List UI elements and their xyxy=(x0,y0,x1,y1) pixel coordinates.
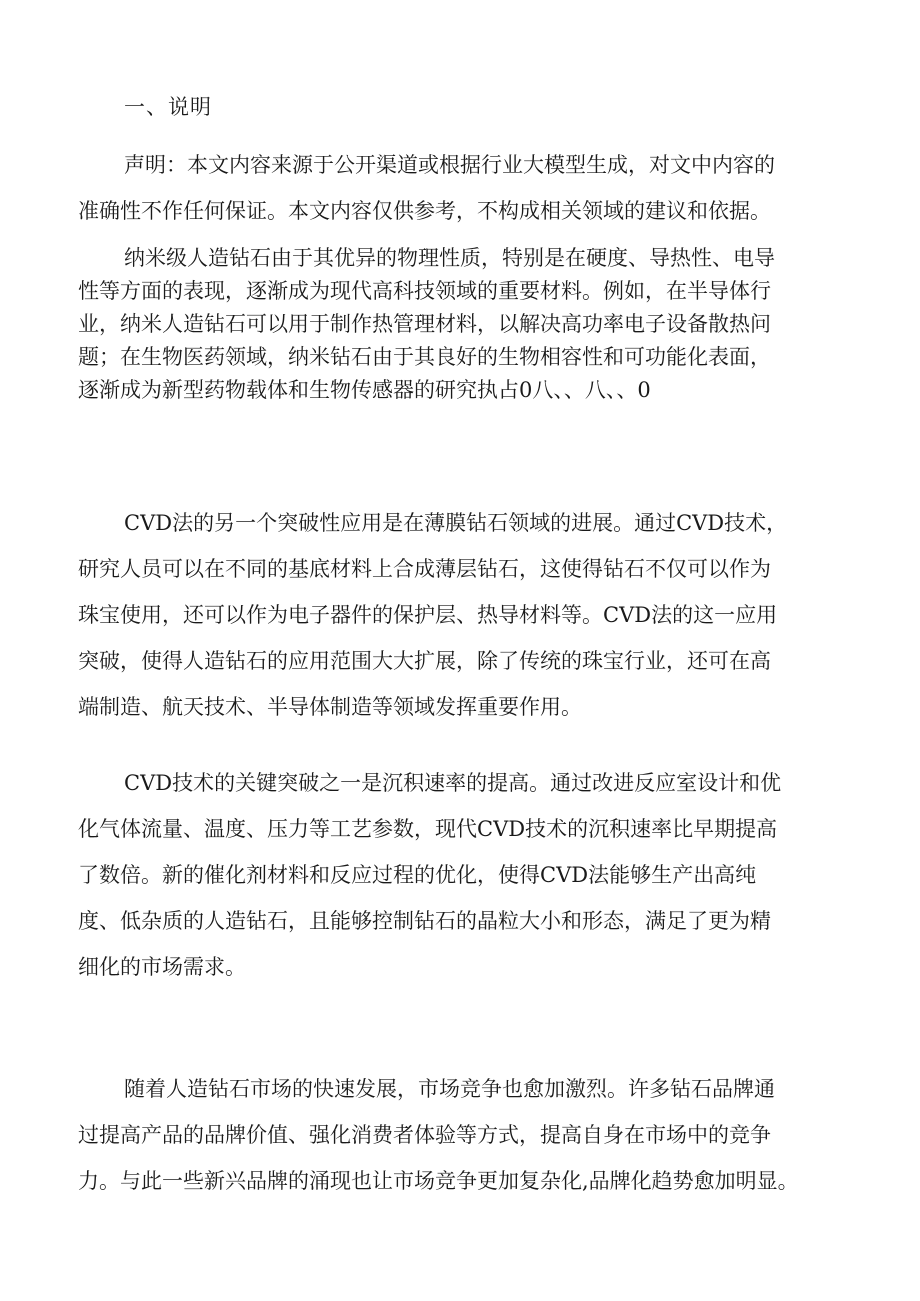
disclaimer-paragraph xyxy=(78,142,848,234)
paragraph-line: 珠宝使用，还可以作为电子器件的保护层、热导材料等。CVD法的这一应用 xyxy=(78,603,778,627)
paragraph-line: 化气体流量、温度、压力等工艺参数，现代CVD技术的沉积速率比早期提高 xyxy=(78,817,778,841)
paragraph-line: 纳米级人造钻石由于其优异的物理性质，特别是在硬度、导热性、电导 xyxy=(124,246,775,270)
paragraph-line: 随着人造钻石市场的快速发展，市场竞争也愈加激烈。许多钻石品牌通 xyxy=(124,1077,775,1101)
market-competition-paragraph xyxy=(78,1066,848,1204)
paragraph-line: 过提高产品的品牌价值、强化消费者体验等方式，提高自身在市场中的竞争 xyxy=(78,1123,771,1147)
cvd-deposition-paragraph xyxy=(78,760,848,990)
paragraph-line: 准确性不作任何保证。本文内容仅供参考，不构成相关领域的建议和依据。 xyxy=(78,199,771,223)
paragraph-line: 声明：本文内容来源于公开渠道或根据行业大模型生成，对文中内容的 xyxy=(124,153,775,177)
section-heading: 一、说明 xyxy=(124,95,212,119)
paragraph-line: CVD技术的关键突破之一是沉积速率的提高。通过改进反应室设计和优 xyxy=(124,771,782,795)
paragraph-line: CVD法的另一个突破性应用是在薄膜钻石领域的进展。通过CVD技术， xyxy=(124,511,788,535)
paragraph-line: 逐渐成为新型药物载体和生物传感器的研究执占0八、、八、、0 xyxy=(78,378,651,402)
paragraph-line: 研究人员可以在不同的基底材料上合成薄层钻石，这使得钻石不仅可以作为 xyxy=(78,557,771,581)
cvd-thin-film-paragraph xyxy=(78,500,848,730)
paragraph-line: 题；在生物医药领域，纳米钻石由于其良好的生物相容性和可功能化表面， xyxy=(78,345,771,369)
paragraph-line: 力。与此一些新兴品牌的涌现也让市场竞争更加复杂化,品牌化趋势愈加明显。 xyxy=(78,1169,799,1193)
paragraph-line: 业，纳米人造钻石可以用于制作热管理材料，以解决高功率电子设备散热问 xyxy=(78,312,771,336)
paragraph-line: 端制造、航天技术、半导体制造等领域发挥重要作用。 xyxy=(78,695,582,719)
paragraph-line: 了数倍。新的催化剂材料和反应过程的优化，使得CVD法能够生产出高纯 xyxy=(78,863,757,887)
nano-diamond-paragraph xyxy=(78,242,848,407)
paragraph-line: 细化的市场需求。 xyxy=(78,955,246,979)
paragraph-line: 度、低杂质的人造钻石，且能够控制钻石的晶粒大小和形态，满足了更为精 xyxy=(78,909,771,933)
paragraph-line: 性等方面的表现，逐渐成为现代高科技领域的重要材料。例如，在半导体行 xyxy=(78,279,771,303)
paragraph-line: 突破，使得人造钻石的应用范围大大扩展，除了传统的珠宝行业，还可在高 xyxy=(78,649,771,673)
